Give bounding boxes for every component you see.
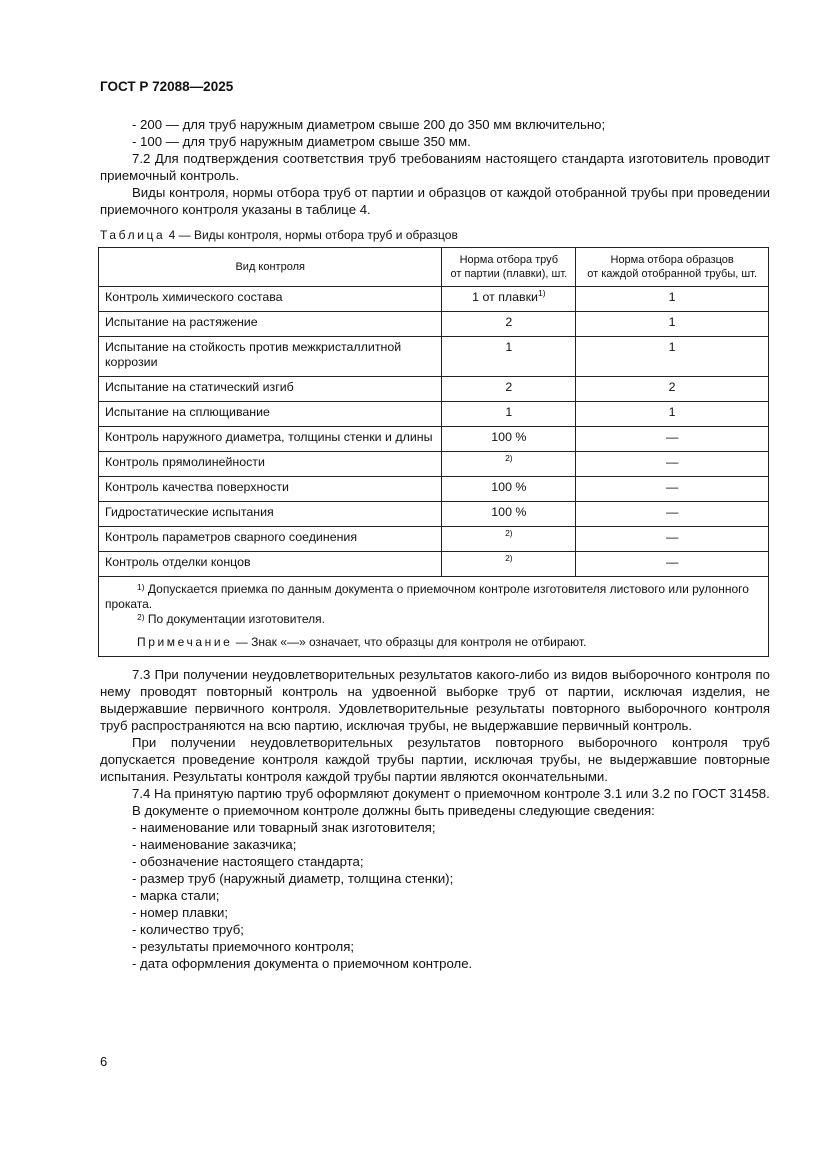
table-row [99, 427, 769, 452]
section-7-3 [100, 666, 770, 972]
list-item: - количество труб; [132, 922, 244, 937]
cell-control-type: Гидростатические испытания [99, 502, 442, 527]
document-header: ГОСТ Р 72088—2025 [100, 79, 234, 94]
table-row [99, 477, 769, 502]
paragraph-7-2-table-ref: Виды контроля, нормы отбора труб от партии и образцов от каждой отобранной трубы при проведении приемочного контроля указаны в таблице 4. [100, 185, 770, 217]
table-footnotes-row [99, 577, 769, 657]
cell-control-type: Контроль качества поверхности [99, 477, 442, 502]
cell-pipe-norm: 2) [442, 552, 576, 577]
cell-sample-norm: — [576, 527, 769, 552]
cell-control-type: Испытание на сплющивание [99, 402, 442, 427]
table-footnotes [99, 577, 769, 657]
table-row [99, 527, 769, 552]
list-item: - 200 — для труб наружным диаметром свыше 200 до 350 мм включительно; [132, 117, 606, 132]
cell-pipe-norm: 2 [442, 312, 576, 337]
table-note: Примечание — Знак «—» означает, что образцы для контроля не отбирают. [137, 635, 587, 649]
cell-pipe-norm: 2 [442, 377, 576, 402]
footnote-1: $^{1)}$ Допускается приемка по данным документа о приемочном контроле изготовителя листового или рулонного проката. [105, 582, 749, 611]
table-header-row [99, 248, 769, 287]
cell-sample-norm: 1 [576, 312, 769, 337]
cell-pipe-norm: 1 [442, 337, 576, 377]
table-row [99, 287, 769, 312]
cell-sample-norm: — [576, 477, 769, 502]
cell-control-type: Контроль отделки концов [99, 552, 442, 577]
paragraph-7-2: 7.2 Для подтверждения соответствия труб требованиям настоящего стандарта изготовитель проводит приемочный контроль. [100, 151, 770, 183]
cell-sample-norm: 1 [576, 287, 769, 312]
column-header-pipe-norm: Норма отбора труб от партии (плавки), шт. [442, 248, 576, 287]
list-item: - марка стали; [132, 888, 220, 903]
paragraph-7-4: 7.4 На принятую партию труб оформляют документ о приемочном контроле 3.1 или 3.2 по ГОСТ 31458. [132, 786, 770, 801]
cell-control-type: Испытание на растяжение [99, 312, 442, 337]
list-item: - дата оформления документа о приемочном контроле. [132, 956, 473, 971]
cell-sample-norm: — [576, 452, 769, 477]
cell-sample-norm: 2 [576, 377, 769, 402]
list-item: - номер плавки; [132, 905, 229, 920]
column-header-sample-norm: Норма отбора образцов от каждой отобранной трубы, шт. [576, 248, 769, 287]
footnote-2: $^{2)}$ По документации изготовителя. [137, 612, 325, 626]
list-item: - результаты приемочного контроля; [132, 939, 355, 954]
table-caption-text: 4 — Виды контроля, нормы отбора труб и образцов [165, 228, 458, 242]
cell-sample-norm: — [576, 552, 769, 577]
cell-pipe-norm: 100 % [442, 477, 576, 502]
table-row [99, 337, 769, 377]
page-number: 6 [100, 1054, 108, 1069]
paragraph-7-4-contents: В документе о приемочном контроле должны быть приведены следующие сведения: [132, 803, 655, 818]
list-item: - обозначение настоящего стандарта; [132, 854, 364, 869]
table-row [99, 452, 769, 477]
table-row [99, 312, 769, 337]
cell-control-type: Контроль параметров сварного соединения [99, 527, 442, 552]
list-item: - размер труб (наружный диаметр, толщина стенки); [132, 871, 454, 886]
cell-control-type: Испытание на стойкость против межкристаллитной коррозии [99, 337, 442, 377]
cell-pipe-norm: 2) [442, 527, 576, 552]
cell-sample-norm: 1 [576, 402, 769, 427]
cell-control-type: Контроль прямолинейности [99, 452, 442, 477]
cell-pipe-norm: 100 % [442, 502, 576, 527]
list-item: - наименование или товарный знак изготовителя; [132, 820, 436, 835]
column-header-control-type: Вид контроля [99, 248, 442, 287]
cell-control-type: Испытание на статический изгиб [99, 377, 442, 402]
table-caption [100, 228, 458, 242]
control-types-table [98, 247, 769, 657]
cell-sample-norm: — [576, 502, 769, 527]
paragraph-7-3-retest: При получении неудовлетворительных результатов повторного выборочного контроля труб допускается проведение контроля каждой трубы партии, исключая трубы, не выдержавшие повторные испытания. Результаты контроля каждой трубы партии являются окончательными. [100, 735, 770, 784]
cell-pipe-norm: 1 [442, 402, 576, 427]
paragraph-7-3: 7.3 При получении неудовлетворительных результатов какого-либо из видов выборочного контроля по нему проводят повторный контроль на удвоенной выборке труб от партии, исключая изделия, не выдержавшие первичного контроля. Удовлетворительные результаты повторного выборочного контроля труб распространяются на всю партию, исключая трубы, не выдержавшие первичный контроль. [100, 667, 770, 733]
list-item: - наименование заказчика; [132, 837, 297, 852]
cell-pipe-norm: 2) [442, 452, 576, 477]
cell-sample-norm: — [576, 427, 769, 452]
intro-section [100, 116, 770, 218]
table-row [99, 377, 769, 402]
table-row [99, 552, 769, 577]
cell-pipe-norm: 1 от плавки$^{1)}$ [442, 287, 576, 312]
cell-control-type: Контроль наружного диаметра, толщины стенки и длины [99, 427, 442, 452]
table-caption-label: Таблица [100, 228, 166, 242]
table-row [99, 402, 769, 427]
list-item: - 100 — для труб наружным диаметром свыше 350 мм. [132, 134, 471, 149]
cell-control-type: Контроль химического состава [99, 287, 442, 312]
cell-pipe-norm: 100 % [442, 427, 576, 452]
cell-sample-norm: 1 [576, 337, 769, 377]
table-row [99, 502, 769, 527]
